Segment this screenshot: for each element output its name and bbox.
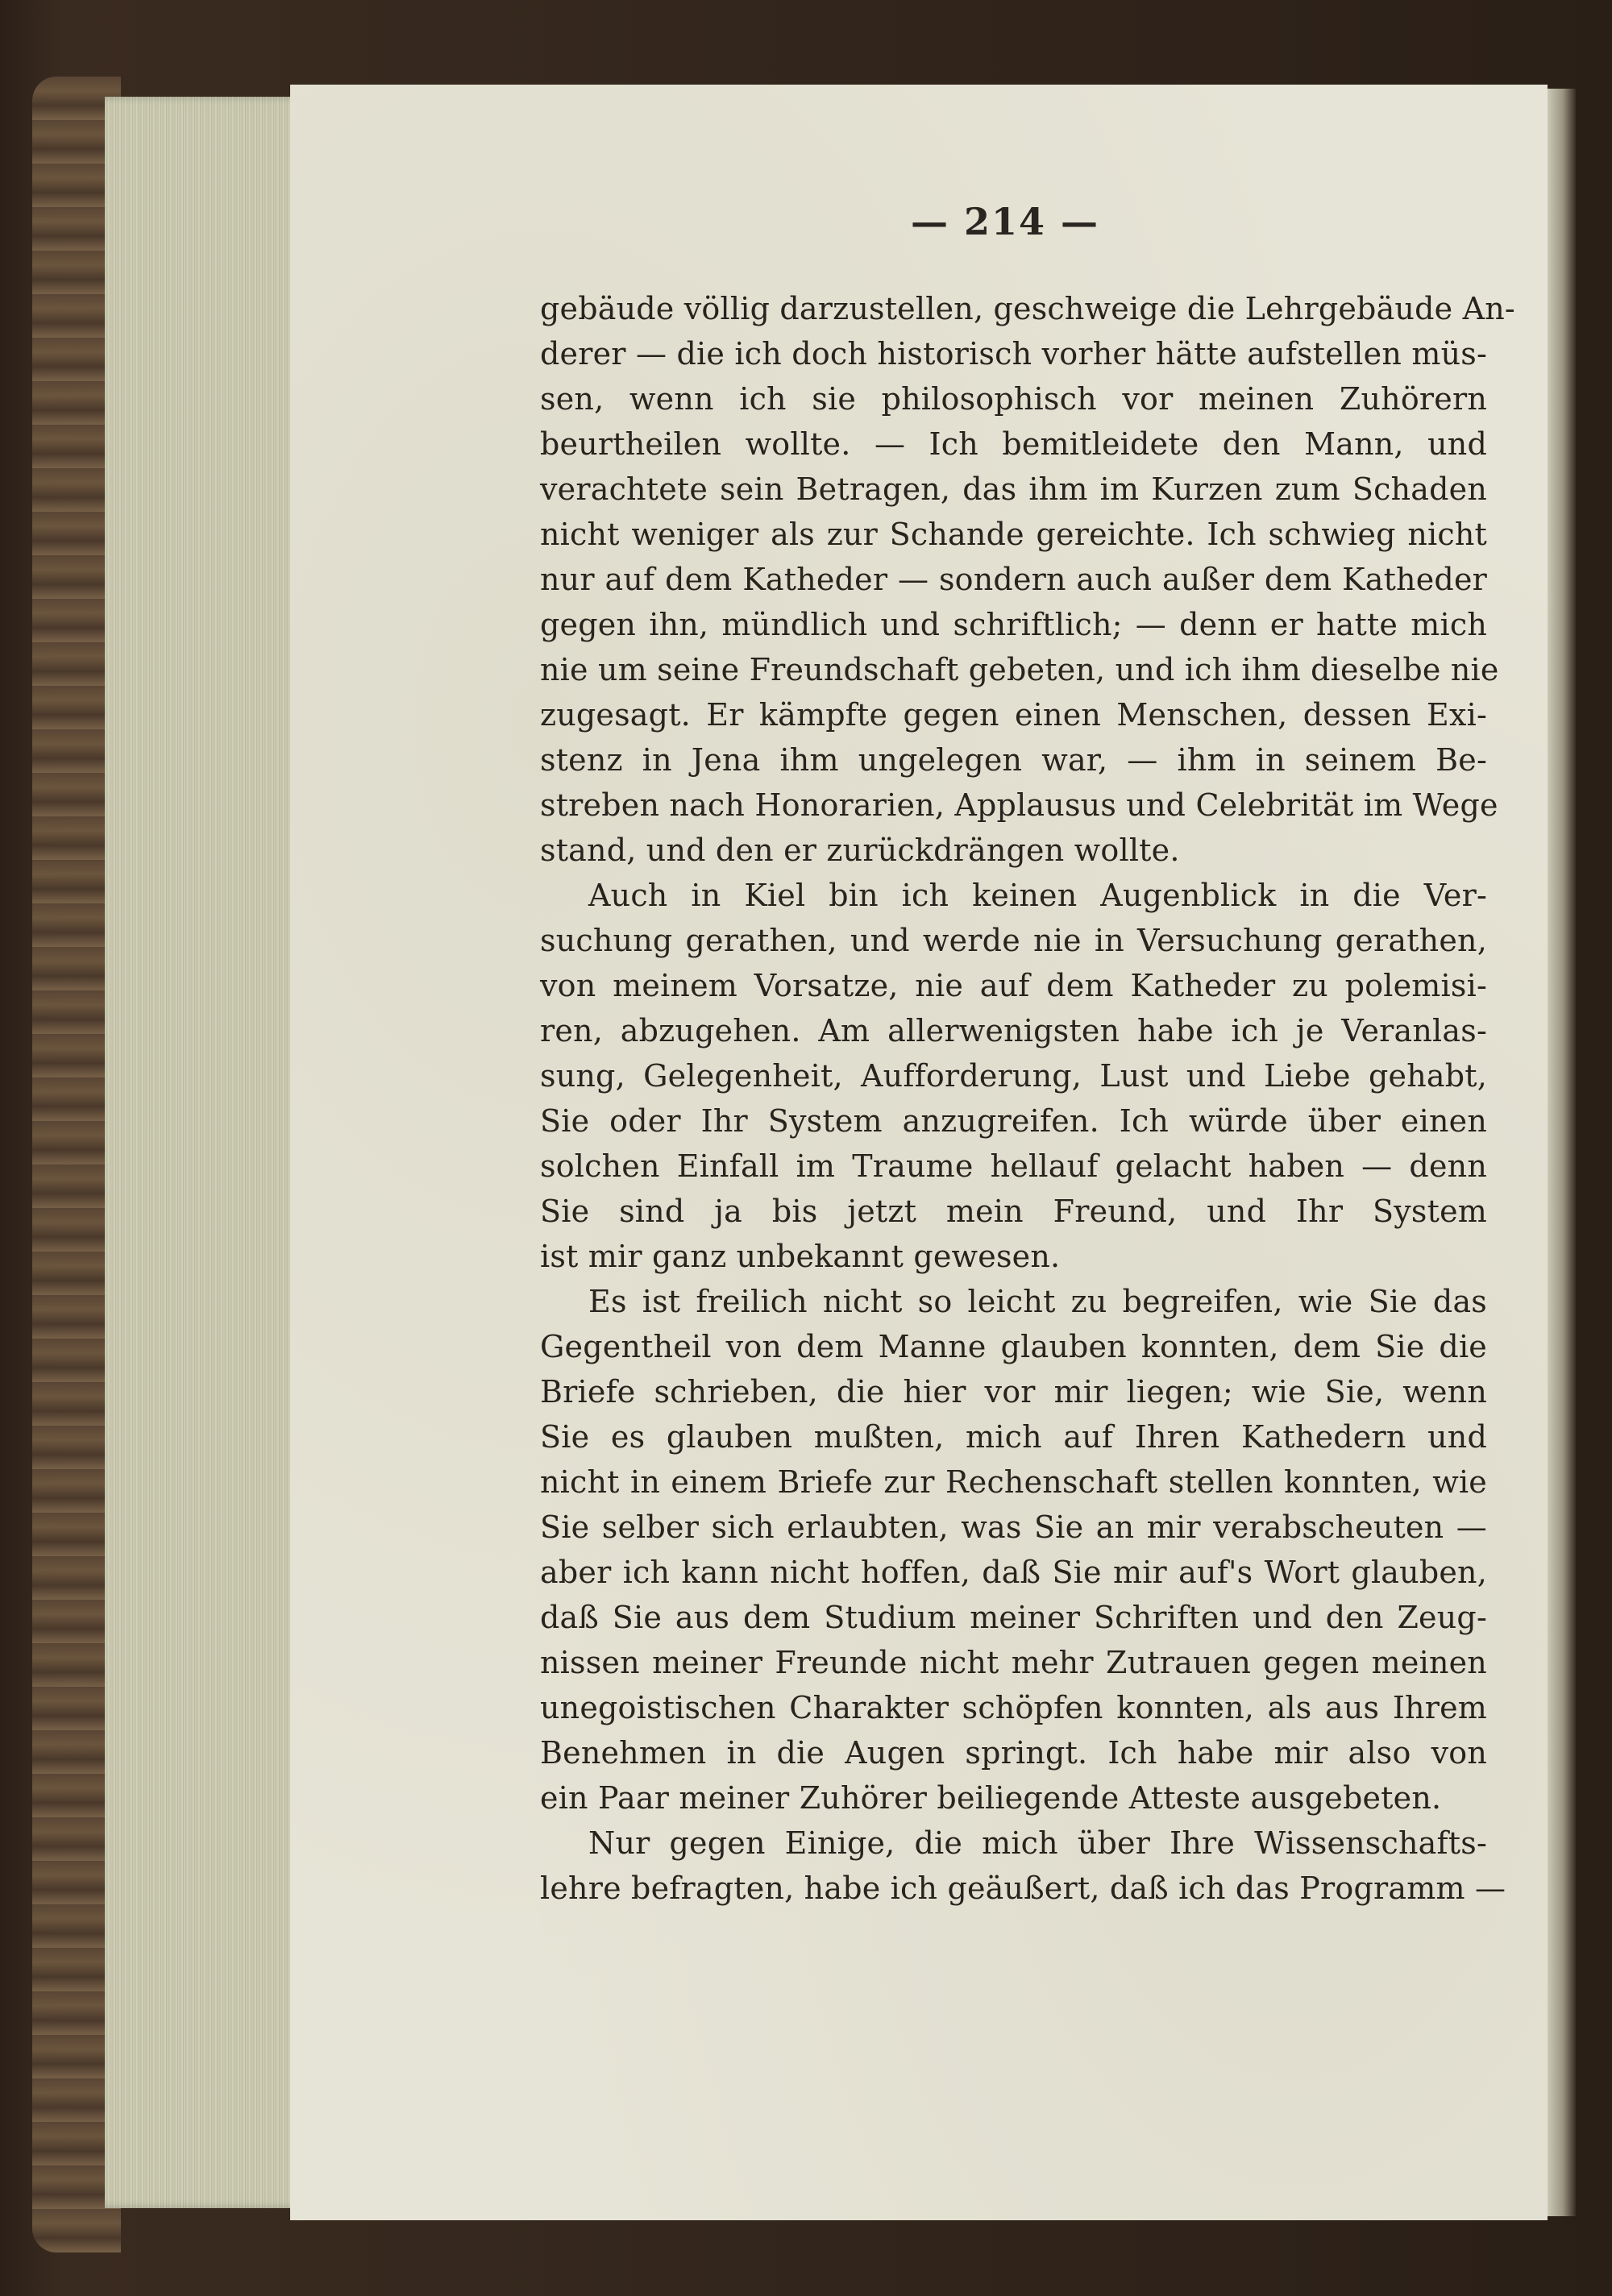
text-line: solchen Einfall im Traume hellauf gelacht haben — denn	[540, 1148, 1487, 1184]
text-line: nissen meiner Freunde nicht mehr Zutrauen gegen meinen	[540, 1645, 1487, 1680]
text-line: beurtheilen wollte. — Ich bemitleidete den Mann, und	[540, 426, 1487, 462]
text-line: Briefe schrieben, die hier vor mir liegen; wie Sie, wenn	[540, 1374, 1487, 1410]
text-line: Gegentheil von dem Manne glauben konnten, dem Sie die	[540, 1329, 1487, 1364]
text-line: nicht in einem Briefe zur Rechenschaft stellen konnten, wie	[540, 1464, 1487, 1500]
text-line: streben nach Honorarien, Applausus und Celebrität im Wege	[540, 787, 1498, 823]
paragraph-start-line: Es ist freilich nicht so leicht zu begreifen, wie Sie das	[588, 1284, 1487, 1319]
page-number-header: — 214 —	[911, 200, 1100, 243]
page-right-edge	[1543, 89, 1576, 2216]
paragraph-start-line: Auch in Kiel bin ich keinen Augenblick in die Ver-	[588, 878, 1487, 913]
text-line: stenz in Jena ihm ungelegen war, — ihm in seinem Be-	[540, 742, 1487, 778]
page-edges	[105, 97, 306, 2208]
text-line: Sie oder Ihr System anzugreifen. Ich würde über einen	[540, 1103, 1487, 1139]
text-line: lehre befragten, habe ich geäußert, daß ich das Programm —	[540, 1870, 1506, 1906]
text-line: ren, abzugehen. Am allerwenigsten habe ich je Veranlas-	[540, 1013, 1487, 1048]
text-line: Sie sind ja bis jetzt mein Freund, und Ihr System	[540, 1194, 1487, 1229]
text-line: ist mir ganz unbekannt gewesen.	[540, 1239, 1061, 1274]
text-line: daß Sie aus dem Studium meiner Schriften und den Zeug-	[540, 1600, 1487, 1635]
text-line: Sie es glauben mußten, mich auf Ihren Kathedern und	[540, 1419, 1487, 1455]
text-line: unegoistischen Charakter schöpfen konnten, als aus Ihrem	[540, 1690, 1487, 1725]
text-line: derer — die ich doch historisch vorher hätte aufstellen müs-	[540, 336, 1487, 372]
text-line: Benehmen in die Augen springt. Ich habe mir also von	[540, 1735, 1487, 1771]
text-line: gegen ihn, mündlich und schriftlich; — denn er hatte mich	[540, 607, 1487, 642]
text-line: aber ich kann nicht hoffen, daß Sie mir auf's Wort glauben,	[540, 1555, 1487, 1590]
text-line: suchung gerathen, und werde nie in Versuchung gerathen,	[540, 923, 1487, 958]
text-line: verachtete sein Betragen, das ihm im Kurzen zum Schaden	[540, 471, 1487, 507]
text-line: Sie selber sich erlaubten, was Sie an mir verabscheuten —	[540, 1509, 1487, 1545]
text-line: gebäude völlig darzustellen, geschweige die Lehrgebäude An-	[540, 291, 1515, 326]
paragraph-start-line: Nur gegen Einige, die mich über Ihre Wissenschafts-	[588, 1825, 1487, 1861]
text-line: von meinem Vorsatze, nie auf dem Katheder zu polemisi-	[540, 968, 1487, 1003]
text-line: nicht weniger als zur Schande gereichte. Ich schwieg nicht	[540, 517, 1487, 552]
text-line: zugesagt. Er kämpfte gegen einen Menschen, dessen Exi-	[540, 697, 1487, 733]
text-line: sen, wenn ich sie philosophisch vor meinen Zuhörern	[540, 381, 1487, 417]
text-line: nie um seine Freundschaft gebeten, und ich ihm dieselbe nie	[540, 652, 1499, 687]
text-line: ein Paar meiner Zuhörer beiliegende Atteste ausgebeten.	[540, 1780, 1442, 1816]
text-line: stand, und den er zurückdrängen wollte.	[540, 832, 1180, 868]
text-line: nur auf dem Katheder — sondern auch außer dem Katheder	[540, 562, 1487, 597]
text-line: sung, Gelegenheit, Aufforderung, Lust und Liebe gehabt,	[540, 1058, 1487, 1094]
